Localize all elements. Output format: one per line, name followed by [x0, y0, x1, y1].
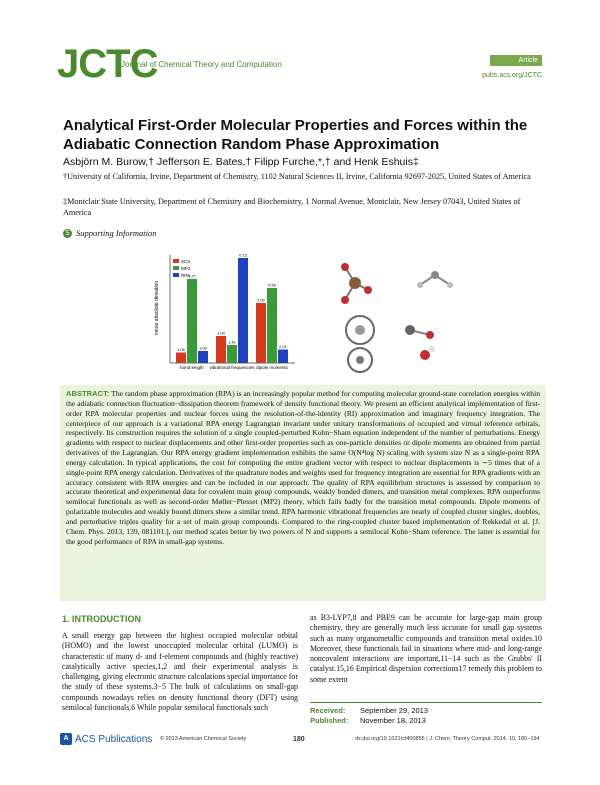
- acs-publications-logo: [60, 733, 152, 745]
- bar-label: 2.01: [279, 344, 287, 349]
- article-title: Analytical First-Order Molecular Properties and Forces within the Adiabatic Connection Random Phase Approximation: [63, 117, 528, 153]
- bar-mp2-0: [187, 279, 197, 363]
- publication-dates: [310, 706, 428, 726]
- affiliation-2: ‡Montclair State University, Department of Chemistry and Biochemistry, 1 Normal Avenue, Montclair, New Jersey 07043, United States of America: [63, 197, 521, 217]
- journal-logo: JCTC: [57, 42, 158, 86]
- bar-rpa-2: [278, 350, 288, 364]
- y-axis-label: mean absolute deviation: [154, 280, 160, 336]
- legend-swatch: [173, 259, 179, 263]
- author-list: Asbjörn M. Burow,† Jefferson E. Bates,† Filipp Furche,*,† and Henk Eshuis‡: [63, 156, 419, 168]
- copyright: © 2013 American Chemical Society: [160, 736, 247, 742]
- page-number: 180: [293, 736, 305, 743]
- bar-label: 2.00: [257, 297, 265, 303]
- published-date: November 18, 2013: [360, 716, 426, 725]
- abstract-label: ABSTRACT:: [66, 389, 110, 398]
- bar-mp2-2: [267, 288, 277, 363]
- intro-column-2: as B3-LYP7,8 and PBE9 can be accurate for large-gap main group chemistry, they are generally much less accurate for small gap systems such as many organometallic compounds and transition metal oxides.10 Moreover, these functionals fail in situations where mid- and long-range noncovalent interactions are important,11−14 such as the Grubbs' II catalyst.15,16 Empirical dispersion corrections17 remedy this problem to some extent: [310, 613, 542, 684]
- category-label: bond length: [180, 365, 204, 370]
- bar-scs-0: [176, 353, 186, 364]
- intro-column-1: A small energy gap between the highest occupied molecular orbital (HOMO) and the lowest unoccupied molecular orbital (LUMO) is characteristic of many d- and f-element compounds and (highly reactive) catalytically active species,1,2 and their experimental analysis is challenging, giving electronic structure calculations special importance for the study of these systems.3−5 The bulk of calculations on small-gap compounds nowadays relies on density functional theory (DFT) using semilocal functionals.6 While popular semilocal functionals such: [62, 631, 298, 713]
- received-date: September 29, 2013: [360, 706, 428, 715]
- legend-label: MP2: [181, 266, 191, 271]
- supporting-info-label: Supporting Information: [76, 228, 157, 238]
- journal-name: Journal of Chemical Theory and Computation: [121, 60, 282, 69]
- publisher-name: ACS Publications: [75, 733, 153, 745]
- affiliation-1: †University of California, Irvine, Department of Chemistry, 1102 Natural Sciences II, Irvine, California 92697-2025, United States of America: [63, 172, 531, 181]
- category-label: vibrational frequencies: [209, 365, 255, 370]
- bar-rpa-1: [238, 258, 248, 363]
- bar-label: 1.00: [199, 345, 207, 351]
- bar-label: 5.56: [268, 282, 276, 288]
- bar-scs-1: [216, 336, 226, 363]
- received-label: Received:: [310, 706, 346, 715]
- molecule-illustration: [341, 263, 453, 372]
- legend-swatch: [173, 273, 179, 277]
- bar-rpa-0: [198, 351, 208, 363]
- bar-label: 1.06: [177, 347, 185, 352]
- dates-divider: [310, 702, 542, 703]
- bar-label: 0.15: [239, 252, 247, 258]
- bar-mp2-1: [227, 345, 237, 363]
- toc-bar-chart: [60, 245, 546, 385]
- published-label: Published:: [310, 716, 349, 725]
- bar-scs-2: [256, 303, 266, 363]
- bar-label: 1.41: [228, 339, 236, 345]
- article-type-badge: Article: [490, 55, 542, 66]
- legend-swatch: [173, 266, 179, 270]
- citation: dx.doi.org/10.1021/ct400855 | J. Chem. Theory Comput. 2014, 10, 180−194: [355, 736, 540, 742]
- legend-label: RPA: [181, 273, 190, 278]
- bar-label: 4.27: [188, 273, 196, 279]
- bar-label: 1.00: [217, 330, 225, 336]
- abstract-box: [60, 385, 546, 601]
- category-label: dipole moments: [256, 365, 288, 370]
- supporting-info-link[interactable]: [63, 228, 157, 238]
- toc-graphic: [60, 245, 546, 385]
- supporting-info-icon: S: [63, 229, 72, 238]
- journal-url[interactable]: pubs.acs.org/JCTC: [482, 72, 542, 79]
- legend-label: SCS: [181, 259, 191, 264]
- section-heading: 1. INTRODUCTION: [62, 614, 142, 624]
- abstract-text: The random phase approximation (RPA) is an increasingly popular method for computing molecular ground-state correlation energies within the adiabatic connection fluctuation−dissipation theorem framework of density functional theory. We present an efficient analytical implementation of first-order RPA molecular properties and nuclear forces using the resolution-of-the-identity (RI) approximation and imaginary frequency integration. The centerpiece of our approach is a variational RPA energy Lagrangian invariant under unitary transformations of occupied and virtual reference orbitals, respectively. Its construction requires the solution of a single coupled-perturbed Kohn−Sham equation independent of the number of perturbations. Energy gradients with respect to nuclear displacements and other first-order properties such as one-particle densities or dipole moments are obtained from partial derivatives of the Lagrangian. Our RPA energy gradient implementation exhibits the same O(N⁴log N) scaling with system size N as a single-point RPA energy calculation. In typical applications, the cost for computing the entire gradient vector with respect to nuclear displacements is ∼5 times that of a single-point RPA energy calculation. Derivatives of the quadrature nodes and weights used for frequency integration are essential for RPA gradients with an accuracy consistent with RPA energies and can be included in our approach. The quality of RPA equilibrium structures is assessed by comparison to accurate theoretical and experimental data for covalent main group compounds, weakly bonded dimers, and transition metal complexes. RPA outperforms semilocal functionals as well as second-order Møller−Plesset (MP2) theory, which fails badly for the transition metal compounds. Dipole moments of polarizable molecules and weakly bound dimers show a similar trend. RPA harmonic vibrational frequencies are nearly of coupled cluster singles, doubles, and perturbative triples quality for a set of main group compounds. Compared to the ring-coupled cluster based implementation of Rekkedal et al. [J. Chem. Phys. 2013, 139, 081101.], our method scales better by two powers of N and supports a semilocal Kohn−Sham reference. The latter is essential for the good performance of RPA in small-gap systems.: [66, 389, 540, 546]
- acs-icon: A: [60, 733, 72, 745]
